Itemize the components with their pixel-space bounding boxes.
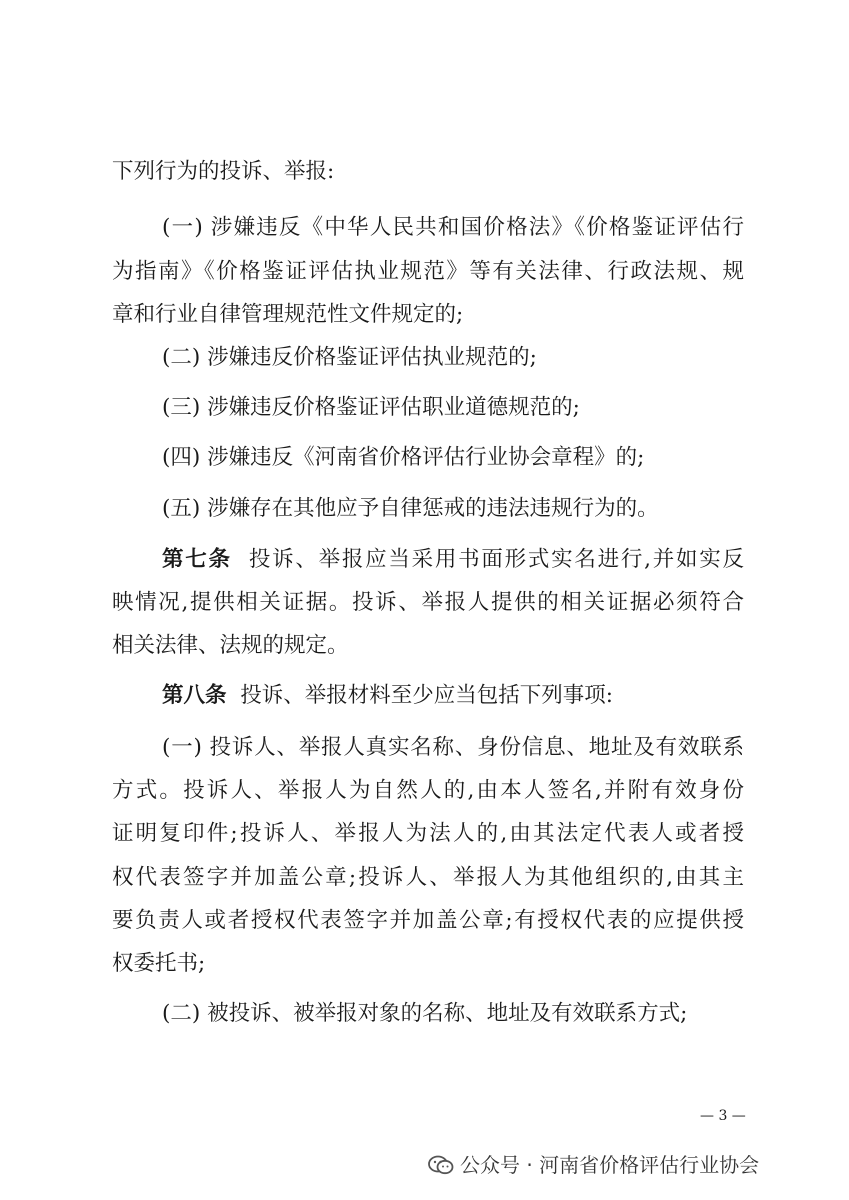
list-item-5: (五) 涉嫌存在其他应予自律惩戒的违法违规行为的。 (162, 496, 659, 521)
watermark-text: 公众号 · 河南省价格评估行业协会 (460, 1153, 760, 1177)
article-7-line (162, 538, 744, 582)
list-item-2: (二) 被投诉、被举报对象的名称、地址及有效联系方式; (162, 1001, 688, 1026)
paragraph-line: 方式。投诉人、举报人为自然人的,由本人签名,并附有效身份 (112, 778, 744, 803)
paragraph-line: 下列行为的投诉、举报: (112, 159, 335, 184)
paragraph-line: 映情况,提供相关证据。投诉、举报人提供的相关证据必须符合 (112, 590, 744, 615)
paragraph-line: 要负责人或者授权代表签字并加盖公章;有授权代表的应提供授 (112, 908, 744, 933)
page-number: — 3 — (700, 1108, 746, 1124)
list-item-1: (一) 涉嫌违反《中华人民共和国价格法》《价格鉴证评估行 (162, 215, 744, 240)
list-item-3: (三) 涉嫌违反价格鉴证评估职业道德规范的; (162, 395, 580, 420)
paragraph-line: 证明复印件;投诉人、举报人为法人的,由其法定代表人或者授 (112, 821, 744, 846)
paragraph-line: 权委托书; (112, 951, 206, 976)
paragraph-line: 章和行业自律管理规范性文件规定的; (112, 302, 464, 327)
article-7-title: 第七条 (162, 547, 232, 572)
paragraph-line: 为指南》《价格鉴证评估执业规范》等有关法律、行政法规、规 (112, 259, 744, 284)
article-8-line (162, 674, 744, 718)
paragraph-line: 权代表签字并加盖公章;投诉人、举报人为其他组织的,由其主 (112, 865, 744, 890)
list-item-1: (一) 投诉人、举报人真实名称、身份信息、地址及有效联系 (162, 735, 744, 760)
article-8-title: 第八条 (162, 683, 227, 708)
wechat-watermark (428, 1150, 759, 1180)
paragraph-line: 相关法律、法规的规定。 (112, 633, 349, 658)
wechat-icon (428, 1153, 454, 1173)
article-7-text: 投诉、举报应当采用书面形式实名进行,并如实反 (248, 547, 744, 572)
list-item-4: (四) 涉嫌违反《河南省价格评估行业协会章程》的; (162, 445, 645, 470)
article-8-text: 投诉、举报材料至少应当包括下列事项: (240, 683, 613, 708)
list-item-2: (二) 涉嫌违反价格鉴证评估执业规范的; (162, 345, 537, 370)
